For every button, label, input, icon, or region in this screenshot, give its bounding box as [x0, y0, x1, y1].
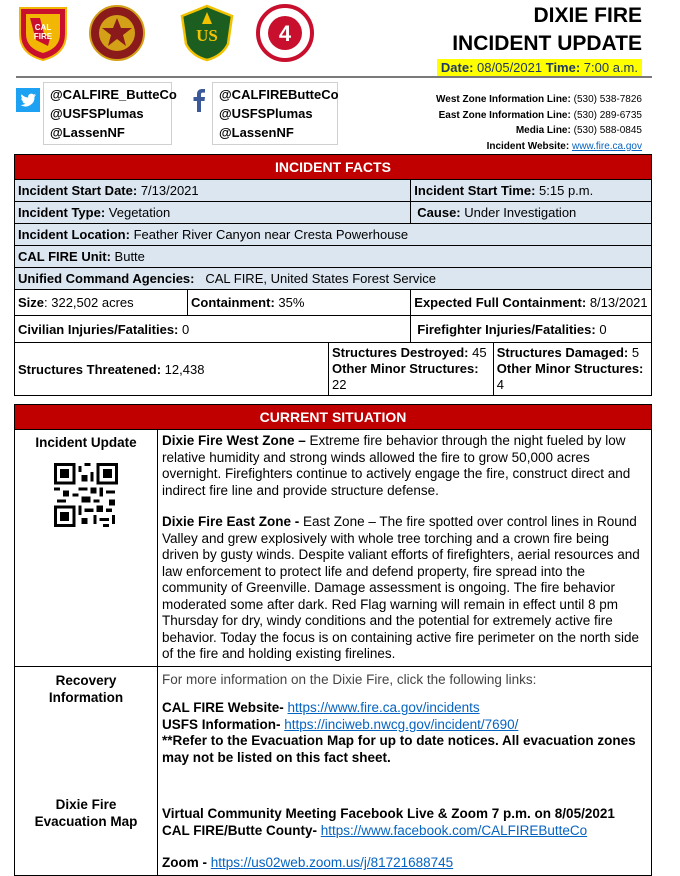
incident-facts-table [14, 154, 652, 396]
start-time-cell: Incident Start Time: 5:15 p.m. [411, 180, 652, 202]
unified-command-cell: Unified Command Agencies: CAL FIRE, United States Forest Service [15, 268, 652, 290]
header-divider [16, 76, 652, 78]
full-containment-cell: Expected Full Containment: 8/13/2021 [411, 290, 652, 316]
butte-facebook-link[interactable]: https://www.facebook.com/CALFIREButteCo [320, 822, 588, 838]
date-value: 08/05/2021 [477, 60, 543, 75]
civilian-injuries-cell: Civilian Injuries/Fatalities: 0 [15, 316, 411, 343]
cal-fire-unit-cell: CAL FIRE Unit: Butte [15, 246, 652, 268]
facebook-handle[interactable]: @LassenNF [219, 125, 294, 140]
calfire-website-link[interactable]: https://www.fire.ca.gov/incidents [287, 700, 480, 715]
info-line-website: Incident Website: www.fire.ca.gov [486, 140, 642, 152]
time-label: Time: [545, 60, 581, 75]
svg-text:US: US [196, 26, 218, 45]
county-seal-logo [88, 4, 146, 62]
date-label: Date: [440, 60, 474, 75]
twitter-handle[interactable]: @CALFIRE_ButteCo [50, 87, 177, 102]
calfire-website-line: CAL FIRE Website- https://www.fire.ca.gov/incidents [162, 700, 480, 715]
incident-type-cell: Incident Type: Vegetation [15, 202, 411, 224]
usfs-info-link[interactable]: https://inciweb.nwcg.gov/incident/7690/ [284, 716, 519, 732]
current-situation-heading: CURRENT SITUATION [15, 405, 652, 430]
twitter-handles [43, 82, 177, 145]
forest-service-logo [178, 4, 236, 62]
incident-facts-heading: INCIDENT FACTS [15, 155, 652, 180]
facebook-icon [188, 88, 210, 112]
incident-update-text-cell [158, 430, 652, 667]
svg-text:FIRE: FIRE [33, 32, 53, 41]
info-line-east: East Zone Information Line: (530) 289-6735 [438, 109, 642, 121]
evacuation-note: **Refer to the Evacuation Map for up to date notices. All evacuation zones may not be listed on this fact sheet. [162, 733, 636, 765]
usfs-info-line: USFS Information- https://inciweb.nwcg.gov/incident/7690/ [162, 716, 519, 732]
facebook-handle[interactable]: @CALFIREButteCo [219, 87, 339, 102]
info-line-west: West Zone Information Line: (530) 538-7826 [436, 94, 642, 105]
date-time-bar [437, 59, 642, 76]
facebook-handle[interactable]: @USFSPlumas [219, 106, 313, 121]
recovery-information-label: Recovery Information [48, 672, 124, 705]
twitter-handle[interactable]: @USFSPlumas [50, 106, 144, 121]
incident-location-cell: Incident Location: Feather River Canyon near Cresta Powerhouse [15, 224, 652, 246]
zoom-link[interactable]: https://us02web.zoom.us/j/81721688745 [210, 855, 454, 870]
svg-text:CAL: CAL [34, 23, 52, 32]
incident-website-link[interactable]: www.fire.ca.gov [571, 140, 642, 152]
recovery-links-cell [158, 666, 652, 875]
size-cell: Size: 322,502 acres [15, 290, 188, 316]
svg-text:4: 4 [278, 21, 292, 46]
qr-code-icon[interactable] [54, 463, 118, 527]
title-line-2: INCIDENT UPDATE [452, 32, 642, 55]
current-situation-table [14, 404, 652, 876]
firefighter-injuries-cell: Firefighter Injuries/Fatalities: 0 [411, 316, 652, 343]
structures-destroyed-cell: Structures Destroyed: 45 Other Minor Structures: 22 [328, 343, 493, 396]
containment-cell: Containment: 35% [188, 290, 411, 316]
evacuation-map-label[interactable]: Dixie Fire Evacuation Map [34, 796, 138, 829]
incident-team-4-logo [256, 4, 314, 62]
zoom-line: Zoom - https://us02web.zoom.us/j/81721688745 [162, 855, 454, 870]
info-line-media: Media Line: (530) 588-0845 [515, 125, 642, 136]
recovery-and-evacuation-labels [15, 666, 158, 875]
cause-cell: Cause: Under Investigation [411, 202, 652, 224]
start-date-cell: Incident Start Date: 7/13/2021 [15, 180, 411, 202]
title-line-1: DIXIE FIRE [533, 4, 642, 27]
time-value: 7:00 a.m. [583, 60, 638, 75]
twitter-handle[interactable]: @LassenNF [50, 125, 125, 140]
facebook-handles [212, 82, 338, 145]
incident-update-label-cell [15, 430, 158, 667]
butte-county-line: CAL FIRE/Butte County- https://www.facebook.com/CALFIREButteCo [162, 822, 588, 838]
east-zone-paragraph: Dixie Fire East Zone - East Zone – The fire spotted over control lines in Round Valley and grew explosively with whole tree torching and a crown fire being driven by gusty winds. Despite valiant efforts of firefighters, aerial resources and law enforcement to protect life and defend property, fire spread into the community of Greenville. Damage assessment is ongoing. The fire behavior moderated some after dark. Red Flag warning will remain in effect until 8 pm Thursday for dry, windy conditions and the potential for extremely active fire behavior. Today the focus is on containing active fire perimeter on the north side of the fire and holding existing firelines. [162, 514, 640, 661]
structures-threatened-cell: Structures Threatened: 12,438 [15, 343, 329, 396]
cal-fire-logo [14, 4, 72, 62]
recovery-intro: For more information on the Dixie Fire, click the following links: [162, 671, 537, 687]
incident-update-label: Incident Update [35, 435, 137, 450]
twitter-icon [16, 88, 40, 112]
structures-damaged-cell: Structures Damaged: 5 Other Minor Structures: 4 [493, 343, 651, 396]
contact-info [436, 92, 642, 154]
west-zone-paragraph: Dixie Fire West Zone – Extreme fire behavior through the night fueled by low relative humidity and strong winds allowed the fire to grow 50,000 acres overnight. Firefighters continue to actively engage the fire, construct direct and indirect fire line and provide structure defense. [162, 433, 631, 498]
community-meeting-title: Virtual Community Meeting Facebook Live & Zoom 7 p.m. on 8/05/2021 [162, 806, 615, 821]
